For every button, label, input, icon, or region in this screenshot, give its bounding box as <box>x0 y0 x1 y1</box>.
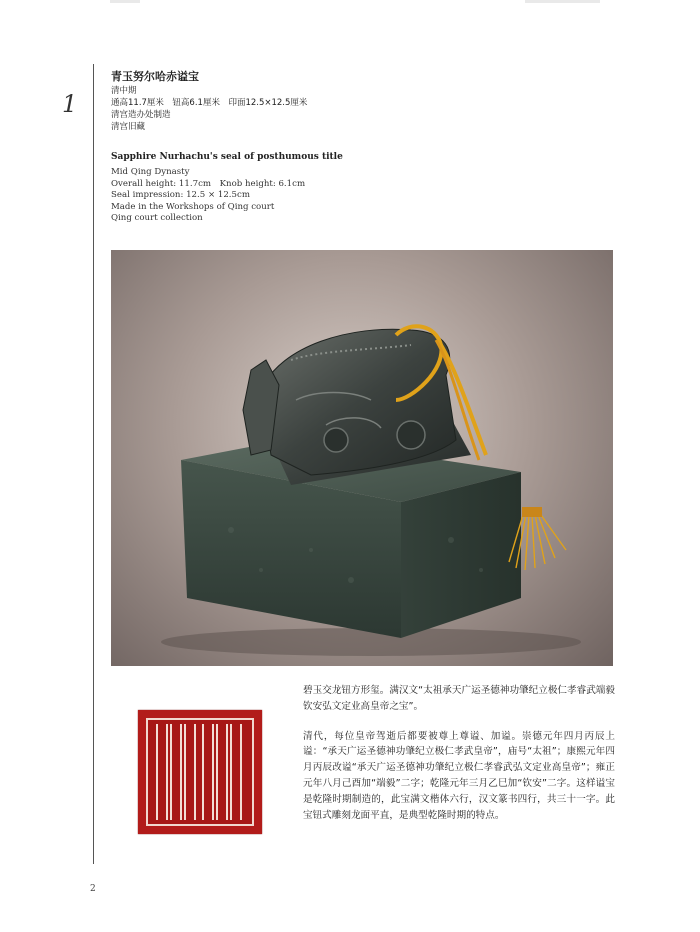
english-collection: Qing court collection <box>111 213 203 224</box>
chinese-period: 清中期 <box>111 86 137 96</box>
english-caption <box>111 152 343 224</box>
english-workshop: Made in the Workshops of Qing court <box>111 201 275 212</box>
english-period: Mid Qing Dynasty <box>111 167 190 178</box>
entry-number: 1 <box>62 90 78 118</box>
description-text <box>303 683 615 837</box>
chinese-caption <box>111 70 307 133</box>
seal-impression-border <box>146 718 254 826</box>
seal-impression-image <box>138 710 262 834</box>
english-title: Sapphire Nurhachu's seal of posthumous title <box>111 152 343 162</box>
chinese-collection: 清宫旧藏 <box>111 122 146 132</box>
english-impression: Seal impression: 12.5 × 12.5cm <box>111 190 250 201</box>
jade-seal-illustration <box>111 250 613 666</box>
description-paragraph-2: 清代，每位皇帝驾逝后都要被尊上尊谥、加谥。崇德元年四月丙辰上谥：“承天广运圣德神功肇纪立极仁孝武皇帝”，庙号“太祖”；康熙元年四月丙辰改谥“承天广运圣德神功肇纪立极仁孝睿武弘文定业高皇帝”；雍正元年八月己酉加“端毅”二字；乾隆元年三月乙巳加“钦安”二字。这样谥宝是乾隆时期制造的，此宝满文楷体六行，汉文篆书四行，共三十一字。此宝钮式雕刻龙面平直，是典型乾隆时期的特点。 <box>303 730 615 821</box>
english-dimensions: Overall height: 11.7cm Knob height: 6.1cm <box>111 178 306 189</box>
chinese-workshop: 清宫造办处制造 <box>111 110 171 120</box>
page-number: 2 <box>90 884 96 894</box>
top-decorative-rule-right <box>525 0 600 3</box>
margin-rule <box>93 64 94 864</box>
description-paragraph-1: 碧玉交龙钮方形玺。满汉文“太祖承天广运圣德神功肇纪立极仁孝睿武端毅钦安弘文定业高皇帝之宝”。 <box>303 685 615 712</box>
top-decorative-rule-left <box>110 0 140 3</box>
chinese-dimensions: 通高11.7厘米 钮高6.1厘米 印面12.5×12.5厘米 <box>111 98 308 108</box>
seal-photograph <box>111 250 613 666</box>
chinese-title: 青玉努尔哈赤谥宝 <box>111 70 199 83</box>
